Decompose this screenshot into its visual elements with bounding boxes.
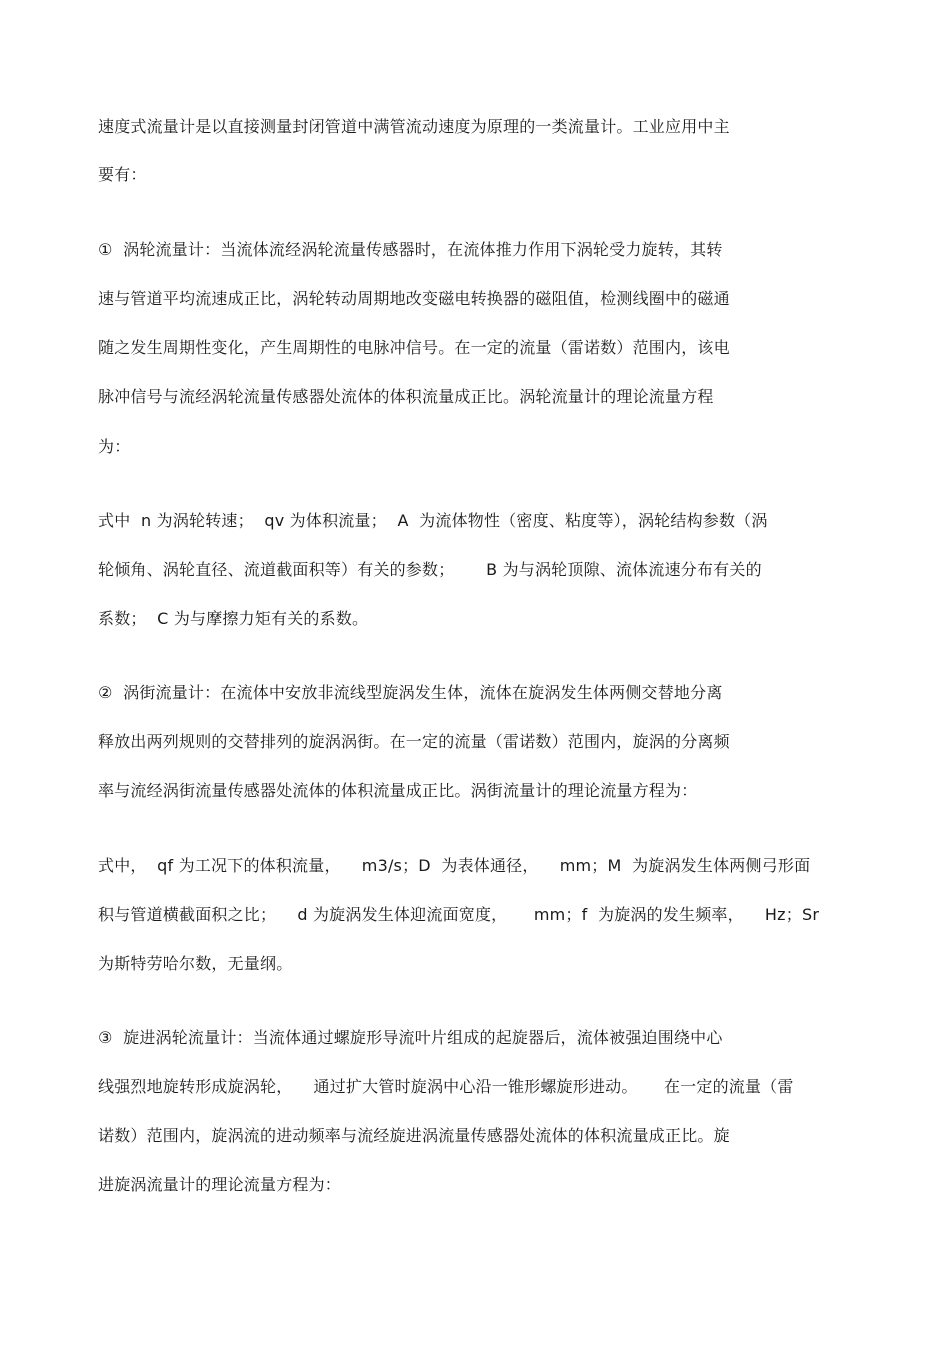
vortex-vars-line-1: 式中， qf 为工况下的体积流量， m3/s；D 为表体通径， mm；M 为旋涡发生体两侧弓形面	[98, 856, 811, 875]
vortex-vars-line-2: 积与管道横截面积之比； d 为旋涡发生体迎流面宽度， mm；f 为旋涡的发生频率， Hz；Sr	[98, 905, 820, 924]
precession-line-3: 诺数）范围内，旋涡流的进动频率与流经旋进涡流量传感器处流体的体积流量成正比。旋	[98, 1126, 730, 1145]
precession-line-4: 进旋涡流量计的理论流量方程为：	[98, 1175, 342, 1194]
turbine-line-1: ① 涡轮流量计：当流体流经涡轮流量传感器时，在流体推力作用下涡轮受力旋转，其转	[98, 240, 723, 259]
intro-line-1: 速度式流量计是以直接测量封闭管道中满管流动速度为原理的一类流量计。工业应用中主	[98, 117, 730, 136]
turbine-line-2: 速与管道平均流速成正比，涡轮转动周期地改变磁电转换器的磁阻值，检测线圈中的磁通	[98, 289, 730, 308]
vortex-line-2: 释放出两列规则的交替排列的旋涡涡街。在一定的流量（雷诺数）范围内，旋涡的分离频	[98, 732, 730, 751]
turbine-vars-line-3: 系数； C 为与摩擦力矩有关的系数。	[98, 609, 369, 628]
vortex-line-3: 率与流经涡街流量传感器处流体的体积流量成正比。涡街流量计的理论流量方程为：	[98, 781, 698, 800]
turbine-vars-line-1: 式中 n 为涡轮转速； qv 为体积流量； A 为流体物性（密度、粘度等），涡轮结构参数（涡	[98, 511, 768, 530]
turbine-line-4: 脉冲信号与流经涡轮流量传感器处流体的体积流量成正比。涡轮流量计的理论流量方程	[98, 387, 714, 406]
turbine-vars-line-2: 轮倾角、涡轮直径、流道截面积等）有关的参数； B 为与涡轮顶隙、流体流速分布有关的	[98, 560, 762, 579]
precession-line-1: ③ 旋进涡轮流量计：当流体通过螺旋形导流叶片组成的起旋器后，流体被强迫围绕中心	[98, 1028, 723, 1047]
vortex-line-1: ② 涡街流量计：在流体中安放非流线型旋涡发生体，流体在旋涡发生体两侧交替地分离	[98, 683, 723, 702]
vortex-vars-line-3: 为斯特劳哈尔数，无量纲。	[98, 954, 293, 973]
precession-line-2: 线强烈地旋转形成旋涡轮， 通过扩大管时旋涡中心沿一锥形螺旋形进动。 在一定的流量（雷	[98, 1077, 794, 1096]
turbine-line-3: 随之发生周期性变化，产生周期性的电脉冲信号。在一定的流量（雷诺数）范围内，该电	[98, 338, 730, 357]
turbine-line-5: 为：	[98, 437, 131, 456]
intro-line-2: 要有：	[98, 165, 147, 184]
